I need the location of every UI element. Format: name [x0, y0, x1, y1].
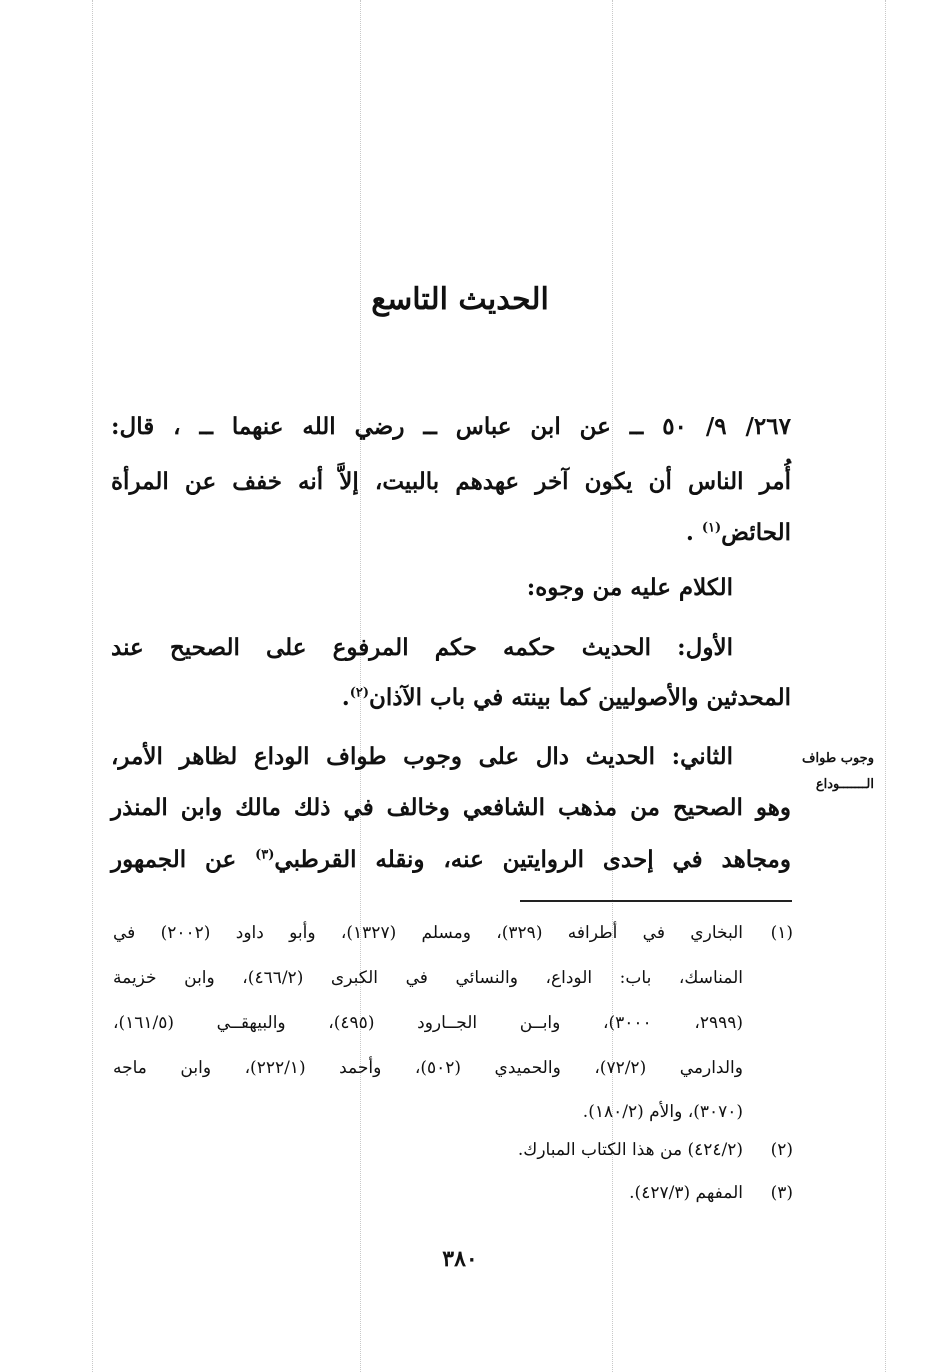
- scan-artifact-line: [92, 0, 93, 1372]
- footnote-1-text-1: البخاري في أطرافه (٣٢٩)، ومسلم (١٣٢٧)، وأبو داود (٢٠٠٢) في: [113, 923, 744, 943]
- margin-note-line-2: الـــــــوداع: [815, 777, 874, 792]
- aspects-intro: الكلام عليه من وجوه:: [526, 574, 733, 601]
- hadith-line-2: أُمر الناس أن يكون آخر عهدهم بالبيت، إلاَّ أنه خفف عن المرأة: [111, 468, 791, 495]
- first-aspect-line-2: [111, 683, 791, 713]
- margin-note: [796, 746, 874, 798]
- scan-artifact-line: [885, 0, 886, 1372]
- footnote-separator: [520, 900, 792, 902]
- footnote-ref-3: (٣): [255, 847, 275, 863]
- footnote-2-text: (٤٢٤/٢) من هذا الكتاب المبارك.: [517, 1140, 743, 1160]
- second-aspect-line-2: وهو الصحيح من مذهب الشافعي وخالف في ذلك مالك وابن المنذر: [111, 794, 791, 821]
- margin-note-line-1: وجوب طواف: [802, 751, 874, 766]
- hadith-line-3-end: .: [685, 519, 694, 546]
- first-aspect-line-1-text: الحديث حكمه حكم المرفوع على الصحيح عند: [111, 634, 652, 661]
- footnote-1-line-2: المناسك، باب: الوداع، والنسائي في الكبرى (٤٦٦/٢)، وابن خزيمة: [113, 968, 743, 988]
- footnote-ref-1: (١): [701, 520, 722, 536]
- page-number: ٣٨٠: [442, 1246, 478, 1272]
- second-aspect-line-3-b: عن الجمهور: [111, 846, 237, 873]
- second-aspect-line-1: [111, 742, 791, 772]
- footnote-3: [113, 1181, 793, 1205]
- second-aspect-line-3: [111, 845, 791, 875]
- second-aspect-line-3-a: ومجاهد في إحدى الروايتين عنه، ونقله القرطبي: [274, 846, 791, 873]
- footnote-3-number: (٣): [770, 1183, 793, 1203]
- footnote-3-text: المفهم (٤٢٧/٣).: [629, 1183, 743, 1203]
- footnote-1-line-4: والدارمي (٧٢/٢)، والحميدي (٥٠٢)، وأحمد (٢٢٢/١)، وابن ماجه: [113, 1058, 743, 1078]
- footnote-1-number: (١): [770, 923, 794, 943]
- footnote-ref-2: (٢): [349, 685, 369, 701]
- first-aspect-line-2-text: المحدثين والأصوليين كما بينته في باب الآذان: [369, 684, 791, 711]
- second-aspect-lead: الثاني:: [671, 743, 733, 770]
- hadith-line-1: ٢٦٧/ ٩/ ٥٠ ــ عن ابن عباس ــ رضي الله عنهما ــ ، قال:: [111, 413, 791, 440]
- second-aspect-line-1-text: الحديث دال على وجوب طواف الوداع لظاهر الأمر،: [111, 743, 655, 770]
- hadith-line-3-text: الحائض: [721, 519, 791, 546]
- footnote-1-line-5: (٣٠٧٠)، والأم (١٨٠/٢).: [582, 1102, 743, 1122]
- first-aspect-line-1: [111, 633, 791, 663]
- hadith-line-3: [111, 518, 791, 548]
- first-aspect-line-2-end: .: [341, 684, 350, 711]
- footnote-1-line-3: (٢٩٩٩، ٣٠٠٠)، وابــن الجــارود (٤٩٥)، والبيهقــي (١٦١/٥)،: [113, 1013, 744, 1033]
- footnote-1-line-1: [113, 921, 793, 945]
- footnote-2-number: (٢): [770, 1140, 793, 1160]
- chapter-title: الحديث التاسع: [371, 282, 549, 317]
- footnote-2: [113, 1138, 793, 1162]
- first-aspect-lead: الأول:: [677, 634, 733, 661]
